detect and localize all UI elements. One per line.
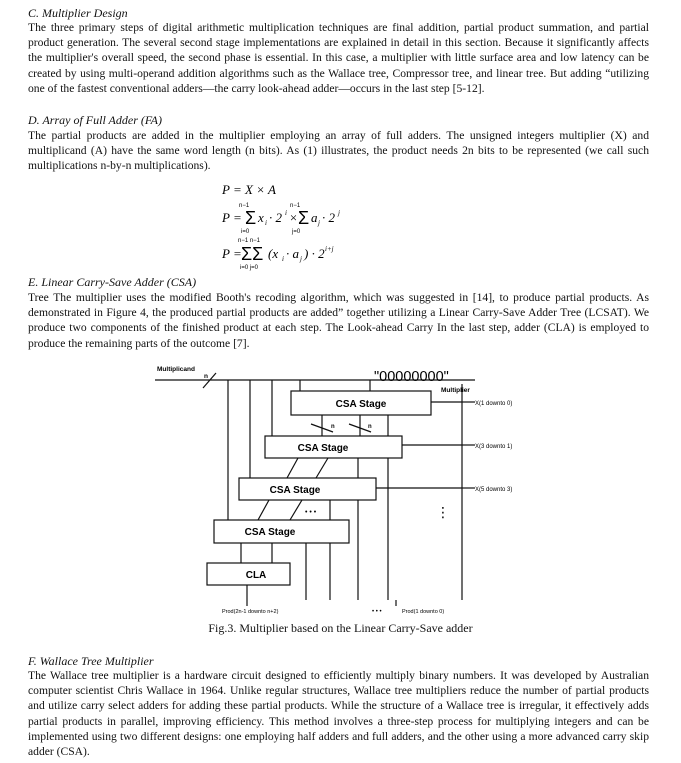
equation-2-sum-2: Σ xyxy=(298,208,310,228)
prod-ellipsis: • • • xyxy=(372,609,382,615)
section-c-body: The three primary steps of digital arithmetic multiplication techniques are final addition, partial product summation, and partial product generation. The several second stage implementations are explained in detail in this section. Because it significantly affects the multiplier's overall speed, the second phase is essential. In this case, a multiplier with little surface area and low latency can be created by using multi-operand addition algorithms such as the Wallace tree, Compressor tree, and linear tree. But adding “utilizing one of the fastest conventional adders—the carry look-ahead adder—occurs in the last step [5-12]. xyxy=(28,21,649,95)
equation-2-a: a xyxy=(311,210,318,225)
prod-high-label: Prod(2n-1 downto n+2) xyxy=(222,609,279,615)
section-e-heading: E. Linear Carry-Save Adder (CSA) xyxy=(28,275,197,289)
equation-2-upper-1: n−1 xyxy=(239,203,250,209)
csa-stage-4-label: CSA Stage xyxy=(244,527,296,538)
section-f-heading: F. Wallace Tree Multiplier xyxy=(28,654,154,668)
x-label-1: X(1 downto 0) xyxy=(475,401,513,407)
equation-3-lower: i=0 j=0 xyxy=(240,265,259,271)
csa-stage-1-label: CSA Stage xyxy=(335,399,387,410)
section-e-body: Tree The multiplier uses the modified Booth's recoding algorithm, which was suggested in [14], to produce partial products. As demonstrated in Figure 4, the produced partial products are added” together utilizing a Linear Carry-Save Adder Tree (LCSAT). We produce two components of the finished product at each step. The Look-ahead Carry In the last step, adder (CLA) is employed to produce the remaining parts of the outcome [7]. xyxy=(28,291,649,350)
carry-wire-3 xyxy=(258,500,269,520)
multiplicand-width-label: n xyxy=(204,373,208,380)
prod-low-label: Prod(1 downto 0) xyxy=(402,609,445,615)
equation-2-exp-2: j xyxy=(338,209,340,217)
equation-2-lower-1: i=0 xyxy=(241,229,250,235)
section-f-body: The Wallace tree multiplier is a hardware circuit designed to efficiently multiply binary numbers. It was developed by Australian computer scientist Chris Wallace in 1964. Unlike regular structures, Wallace tree multipliers reduce the number of partial products and utilize carry select adders for adding these partial products. While the structure of a Wallace tree is irregular, it effectively adds partial products in parallel, improving efficiency. This method involves a three-step process for multiplying integers and can be implemented using two different designs: one employing half adders and full adders, and the other using a more advanced carry skip adder (CSA). xyxy=(28,669,649,759)
equation-3-lhs: P = xyxy=(222,246,242,261)
x-label-2: X(3 downto 1) xyxy=(475,444,513,450)
equation-2-upper-2: n−1 xyxy=(290,203,301,209)
figure-caption: Fig.3. Multiplier based on the Linear Carry-Save adder xyxy=(208,621,473,635)
bus-width-label-1: n xyxy=(331,424,335,430)
sum-wire-2 xyxy=(316,458,328,478)
equation-3-sub-i: i xyxy=(282,255,284,263)
equation-3-open: (x xyxy=(268,246,279,261)
csa-stage-3-label: CSA Stage xyxy=(269,485,321,496)
equation-2-times: × xyxy=(289,210,298,225)
section-c-heading: C. Multiplier Design xyxy=(28,6,128,20)
equation-2-x: x xyxy=(258,210,264,225)
bus-width-label-2: n xyxy=(368,424,372,430)
multiplier-label: Multiplier xyxy=(441,387,470,394)
equation-3-sub-j: j xyxy=(300,255,302,263)
equation-3-close: ) · 2 xyxy=(304,246,325,261)
equation-2-lower-2: j=0 xyxy=(292,229,301,235)
section-d-body: The partial products are added in the multiplier employing an array of full adders. The unsigned integers multiplier (X) and multiplicand (A) have the same word length (n bits). As (1) illustrates, the product needs 2n bits to be represented (we call such multiplications n-by-n multiplications). xyxy=(28,129,649,173)
vertical-ellipsis: ⋮ xyxy=(436,504,450,520)
equation-2-x-sub: i xyxy=(265,219,267,227)
section-d-heading: D. Array of Full Adder (FA) xyxy=(28,113,162,127)
carry-wire-2 xyxy=(287,458,298,478)
multiplicand-label: Multiplicand xyxy=(157,366,195,373)
equation-2-lhs: P = xyxy=(222,210,242,225)
csa-stage-2-label: CSA Stage xyxy=(297,443,349,454)
equation-1: P = X × A xyxy=(222,182,276,197)
equation-3-mid: · a xyxy=(286,246,299,261)
equation-2-exp-1: i xyxy=(285,209,287,217)
equation-2-pow-1: · 2 xyxy=(269,210,282,225)
equation-3-upper: n−1 n−1 xyxy=(238,238,261,244)
sum-wire-3 xyxy=(290,500,302,520)
equation-3-exp: i+j xyxy=(325,245,334,253)
zeros-label: "00000000" xyxy=(374,369,449,385)
cla-label: CLA xyxy=(245,570,267,581)
equation-2-a-sub: j xyxy=(318,219,320,227)
equation-2-sum-1: Σ xyxy=(245,208,257,228)
equation-2-pow-2: · 2 xyxy=(322,210,335,225)
stage-ellipsis: • • • xyxy=(305,509,317,516)
equation-3-sums: ΣΣ xyxy=(241,244,264,264)
x-label-3: X(5 downto 3) xyxy=(475,487,513,493)
